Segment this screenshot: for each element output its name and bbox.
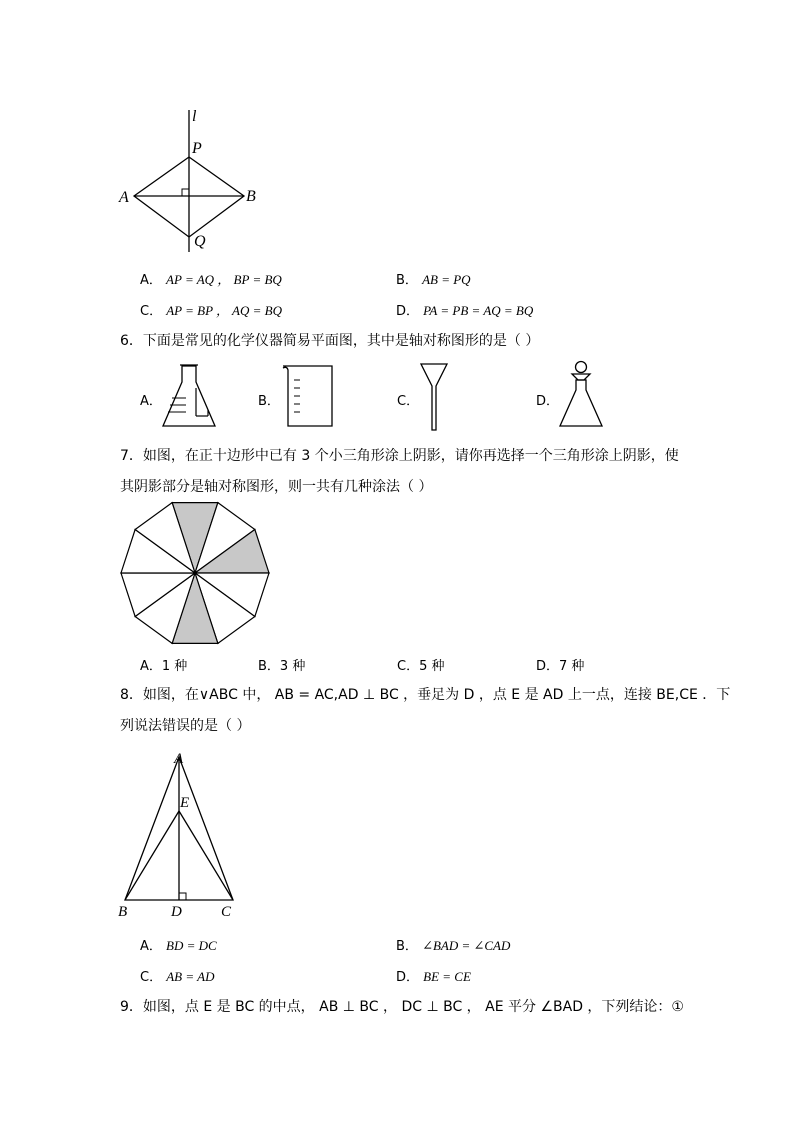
q6-option-a-letter[interactable]: A． <box>140 394 162 409</box>
q5-option-b-text: AB = PQ <box>422 272 471 287</box>
tri-label-b: B <box>118 904 128 920</box>
stoppered-flask-icon <box>556 358 606 432</box>
tri-label-c: C <box>221 904 232 920</box>
tri-label-a: A <box>174 751 184 767</box>
decagon-figure <box>115 498 275 648</box>
q5-option-c-text: AP = BP ， AQ = BQ <box>166 303 282 318</box>
q8-option-d-text: BE = CE <box>423 969 471 984</box>
beaker-icon <box>278 360 338 430</box>
question-8-line-2: 列说法错误的是（ ） <box>120 718 251 734</box>
triangle-figure <box>112 745 247 920</box>
tri-label-d: D <box>171 904 182 920</box>
q8-option-a[interactable] <box>140 935 217 954</box>
q5-option-a-text: AP = AQ ， BP = BQ <box>166 272 282 287</box>
q5-option-a-letter: A． <box>140 273 162 288</box>
q5-option-b[interactable] <box>396 269 471 288</box>
question-9-text: 9．如图，点 E 是 BC 的中点， AB ⊥ BC ， DC ⊥ BC ， AE 平分 ∠BAD ，下列结论：① <box>120 999 684 1015</box>
q8-option-b[interactable] <box>396 935 510 954</box>
label-l: l <box>192 108 197 125</box>
q8-option-a-text: BD = DC <box>166 938 217 953</box>
q5-option-d-text: PA = PB = AQ = BQ <box>423 303 534 318</box>
rhombus-figure <box>110 100 270 260</box>
q8-option-c-text: AB = AD <box>166 969 215 984</box>
q8-option-c-letter: C． <box>140 970 163 985</box>
q8-option-b-letter: B． <box>396 939 418 954</box>
q5-option-d-letter: D． <box>396 304 420 319</box>
q6-option-d-letter[interactable]: D． <box>536 394 560 409</box>
q8-option-a-letter: A． <box>140 939 162 954</box>
question-7-line-2: 其阴影部分是轴对称图形，则一共有几种涂法（ ） <box>120 479 433 495</box>
label-b: B <box>246 188 256 205</box>
funnel-icon <box>418 360 450 432</box>
question-6-text: 6．下面是常见的化学仪器简易平面图，其中是轴对称图形的是（ ） <box>120 333 540 349</box>
q6-option-b-letter[interactable]: B． <box>258 394 280 409</box>
q8-option-d-letter: D． <box>396 970 420 985</box>
q7-option-a[interactable]: A．1 种 <box>140 659 188 674</box>
label-p: P <box>192 140 202 157</box>
q8-option-d[interactable] <box>396 966 471 985</box>
q5-option-c[interactable] <box>140 300 282 319</box>
q7-option-d[interactable]: D．7 种 <box>536 659 585 674</box>
label-q: Q <box>194 233 206 250</box>
erlenmeyer-flask-icon <box>160 360 220 430</box>
q5-option-a[interactable] <box>140 269 282 288</box>
q6-option-c-letter[interactable]: C． <box>397 394 420 409</box>
q8-option-c[interactable] <box>140 966 214 985</box>
q5-option-c-letter: C． <box>140 304 163 319</box>
label-a: A <box>119 189 129 206</box>
q7-option-c[interactable]: C．5 种 <box>397 659 445 674</box>
q7-option-b[interactable]: B．3 种 <box>258 659 306 674</box>
question-8-line-1: 8．如图，在∨ABC 中， AB = AC,AD ⊥ BC ，垂足为 D ，点 E 是 AD 上一点，连接 BE,CE ．下 <box>120 687 731 703</box>
q5-option-d[interactable] <box>396 300 533 319</box>
question-7-line-1: 7．如图，在正十边形中已有 3 个小三角形涂上阴影，请你再选择一个三角形涂上阴影，使 <box>120 448 679 464</box>
q8-option-b-text: ∠BAD = ∠CAD <box>422 938 511 953</box>
tri-label-e: E <box>180 795 190 811</box>
q5-option-b-letter: B． <box>396 273 418 288</box>
